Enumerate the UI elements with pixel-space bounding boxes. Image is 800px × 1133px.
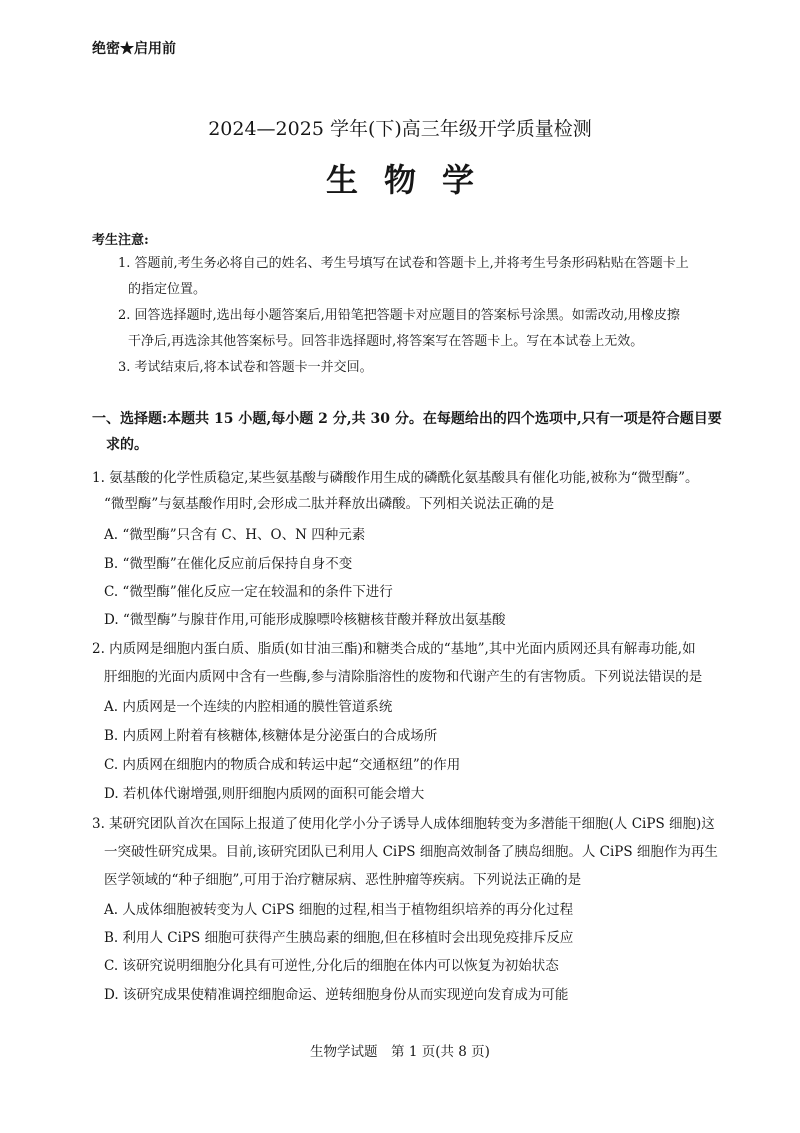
notice-item-1: 1. 答题前,考生务必将自己的姓名、考生号填写在试卷和答题卡上,并将考生号条形码粘贴在答题卡上 (118, 256, 689, 271)
question-stem-line: “微型酶”与氨基酸作用时,会形成二肽并释放出磷酸。下列相关说法正确的是 (104, 496, 555, 512)
notice-item-3: 3. 考试结束后,将本试卷和答题卡一并交回。 (118, 360, 373, 375)
question-stem-line: 1. 氨基酸的化学性质稳定,某些氨基酸与磷酸作用生成的磷酰化氨基酸具有催化功能,被称为“微型酶”。 (92, 470, 699, 486)
notice-item-1-cont: 的指定位置。 (128, 282, 207, 297)
option-a: A. 内质网是一个连续的内腔相通的膜性管道系统 (104, 699, 393, 715)
notice-item-2: 2. 回答选择题时,选出每小题答案后,用铅笔把答题卡对应题目的答案标号涂黑。如需改动,用橡皮擦 (118, 308, 680, 323)
option-c: C. 该研究说明细胞分化具有可逆性,分化后的细胞在体内可以恢复为初始状态 (104, 958, 559, 974)
section-line-2: 求的。 (106, 437, 148, 453)
option-d: D. “微型酶”与腺苷作用,可能形成腺嘌呤核糖核苷酸并释放出氨基酸 (104, 612, 506, 628)
option-d: D. 该研究成果使精准调控细胞命运、逆转细胞身份从而实现逆向发育成为可能 (104, 987, 569, 1003)
subject-title: 生物学 (325, 161, 500, 199)
question-stem-line: 2. 内质网是细胞内蛋白质、脂质(如甘油三酯)和糖类合成的“基地”,其中光面内质网还具有解毒功能,如 (92, 641, 696, 657)
notice-item-2-cont: 干净后,再选涂其他答案标号。回答非选择题时,将答案写在答题卡上。写在本试卷上无效。 (128, 334, 644, 349)
confidential-mark: 绝密★启用前 (92, 41, 176, 57)
question-stem-line: 3. 某研究团队首次在国际上报道了使用化学小分子诱导人成体细胞转变为多潜能干细胞(人 CiPS 细胞)这 (92, 816, 715, 832)
exam-title: 2024—2025 学年(下)高三年级开学质量检测 (208, 118, 592, 140)
option-d: D. 若机体代谢增强,则肝细胞内质网的面积可能会增大 (104, 786, 425, 802)
option-b: B. 内质网上附着有核糖体,核糖体是分泌蛋白的合成场所 (104, 728, 438, 744)
page-footer: 生物学试题 第 1 页(共 8 页) (310, 1044, 490, 1060)
option-c: C. 内质网在细胞内的物质合成和转运中起“交通枢纽”的作用 (104, 757, 461, 773)
question-stem-line: 一突破性研究成果。目前,该研究团队已利用人 CiPS 细胞高效制备了胰岛细胞。人 CiPS 细胞作为再生 (104, 844, 718, 860)
option-a: A. “微型酶”只含有 C、H、O、N 四种元素 (104, 527, 366, 543)
notice-heading: 考生注意: (92, 233, 149, 248)
option-b: B. 利用人 CiPS 细胞可获得产生胰岛素的细胞,但在移植时会出现免疫排斥反应 (104, 930, 574, 946)
option-a: A. 人成体细胞被转变为人 CiPS 细胞的过程,相当于植物组织培养的再分化过程 (104, 902, 574, 918)
option-c: C. “微型酶”催化反应一定在较温和的条件下进行 (104, 584, 393, 600)
section-line-1: 一、选择题:本题共 15 小题,每小题 2 分,共 30 分。在每题给出的四个选项中,只有一项是符合题目要 (92, 411, 722, 427)
option-b: B. “微型酶”在催化反应前后保持自身不变 (104, 556, 353, 572)
question-stem-line: 医学领域的“种子细胞”,可用于治疗糖尿病、恶性肿瘤等疾病。下列说法正确的是 (104, 872, 582, 888)
question-stem-line: 肝细胞的光面内质网中含有一些酶,参与清除脂溶性的废物和代谢产生的有害物质。下列说法错误的是 (104, 669, 703, 685)
